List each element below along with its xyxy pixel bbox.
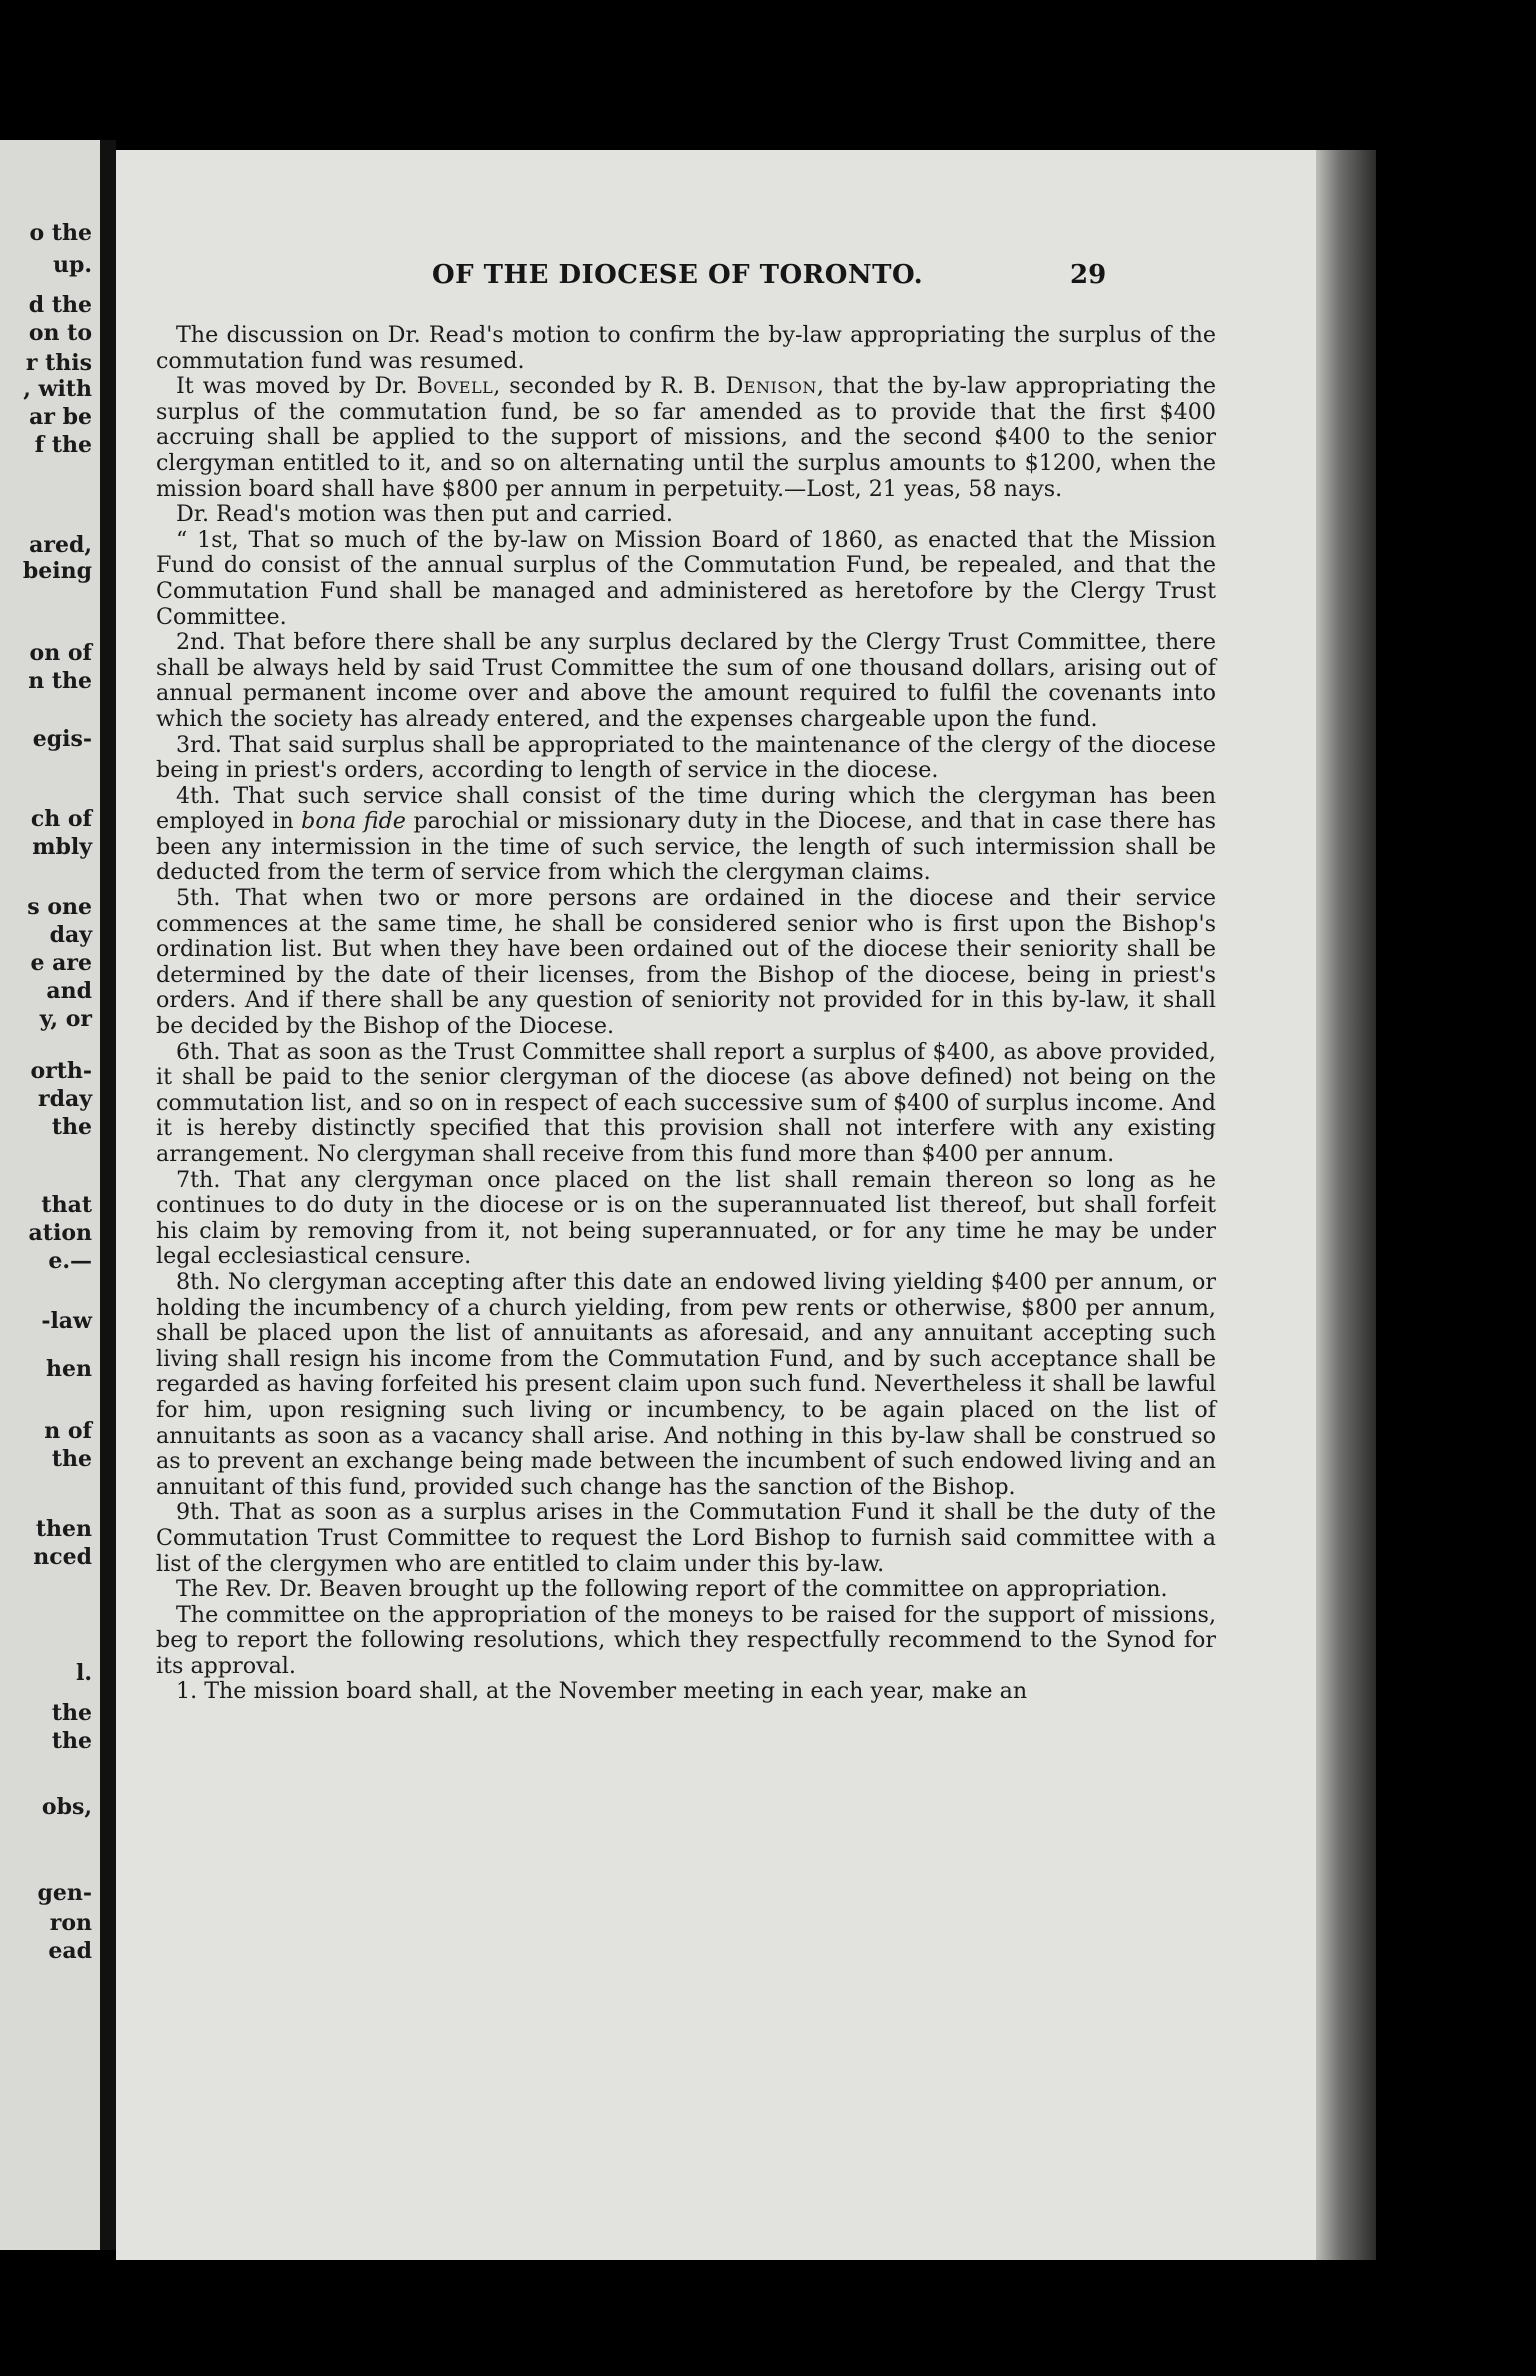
adjacent-page-fragment: ation [28,1220,92,1246]
body-paragraph [156,1168,1216,1270]
paragraph-segment: 8th. No clergyman accepting after this date an endowed living yielding $400 per annum, or holding the incumbency of a church yielding, from pew rents or otherwise, $800 per annum, shall be placed upon the list of annuitants as aforesaid, and any annuitant accepting such living shall resign his income from the Commutation Fund, and by such acceptance shall be regarded as having forfeited his present claim upon such fund. Nevertheless it shall be lawful for him, upon resigning such living or incumbency, to be again placed on the list of annuitants as soon as a vacancy shall arise. And nothing in this by-law shall be construed so as to prevent an exchange being made between the incumbent of such endowed living and an annuitant of this fund, provided such change has the sanction of the Bishop. [156,1268,1216,1500]
adjacent-page-fragment: ron [49,1910,92,1936]
paragraph-segment: 3rd. That said surplus shall be appropriated to the maintenance of the clergy of the diocese being in priest's orders, according to length of service in the diocese. [156,731,1216,784]
body-paragraph [156,733,1216,784]
adjacent-page-fragment: the [51,1728,92,1754]
adjacent-page-fragment: e are [30,950,92,976]
adjacent-page-fragment: mbly [32,834,92,860]
paragraph-segment: , seconded by R. B. [493,373,726,400]
adjacent-page-fragment: r this [25,350,92,376]
paragraph-segment: The discussion on Dr. Read's motion to confirm the by-law appropriating the surplus of the commutation fund was resumed. [156,322,1216,374]
adjacent-page-fragment: ar be [29,404,92,430]
paragraph-segment: 4th. That such service shall consist of the time during which the clergyman has been employed in [156,782,1216,835]
adjacent-page-fragment: orth- [30,1058,92,1084]
paragraph-segment: , that the by-law appropriating the surplus of the commutation fund, be so far amended as to provide that the first $400 accruing shall be applied to the support of missions, and the second $400 to the senior clergyman entitled to it, and so on alternating until the surplus amounts to $1200, when the mission board shall have $800 per annum in perpetuity.—Lost, 21 yeas, 58 nays. [156,373,1216,502]
body-paragraph [156,1603,1216,1680]
adjacent-page-fragment: hen [46,1356,92,1382]
paragraph-segment: 7th. That any clergyman once placed on the list shall remain thereon so long as he continues to do duty in the diocese or is on the superannuated list thereof, but shall forfeit his claim by removing from it, not being superannuated, or for any time he may be under legal ecclesiastical censure. [156,1166,1216,1270]
adjacent-page-fragment: , with [23,376,92,402]
body-paragraph [156,528,1216,630]
paragraph-segment: 5th. That when two or more persons are ordained in the diocese and their service commences at the same time, he shall be considered senior who is first upon the Bishop's ordination list. But when they have been ordained out of the diocese their seniority shall be determined by the date of their licenses, from the Bishop of the diocese, being in priest's orders. And if there shall be any question of seniority not provided for in this by-law, it shall be decided by the Bishop of the Diocese. [156,885,1216,1040]
adjacent-page-fragment: and [46,978,92,1004]
paragraph-segment: The Rev. Dr. Beaven brought up the following report of the committee on appropriation. [176,1576,1168,1603]
adjacent-page-fragment: on to [28,320,92,346]
adjacent-page-fragment: f the [34,432,92,458]
body-paragraph [156,1270,1216,1500]
adjacent-page-fragment: -law [41,1308,92,1334]
paragraph-segment: It was moved by Dr. [176,373,417,400]
binding-gutter [100,140,116,2250]
paragraph-segment: parochial or missionary duty in the Diocese, and that in case there has been any intermission in the time of such service, the length of such intermission shall be deducted from the term of service from which the clergyman claims. [156,808,1217,886]
paragraph-segment: Dr. Read's motion was then put and carried. [176,501,673,528]
page-body-text [156,323,1216,1705]
book-page [116,150,1316,2260]
adjacent-page-fragment: up. [52,252,92,278]
adjacent-page-fragment: e.— [48,1248,92,1274]
paragraph-segment: 6th. That as soon as the Trust Committee shall report a surplus of $400, as above provided, it shall be paid to the senior clergyman of the diocese (as above defined) not being on the commutation list, and so on in respect of each successive sum of $400 of surplus income. And it is hereby distinctly specified that this provision shall not interfere with any existing arrangement. No clergyman shall receive from this fund more than $400 per annum. [156,1038,1216,1167]
adjacent-page-fragment: n the [28,668,92,694]
adjacent-page-fragment: l. [75,1660,92,1686]
adjacent-page-fragment: the [51,1700,92,1726]
body-paragraph [156,1679,1216,1705]
page-edge-shadow [1316,150,1376,2260]
paragraph-segment: 9th. That as soon as a surplus arises in the Commutation Fund it shall be the duty of the Commutation Trust Committee to request the Lord Bishop to furnish said committee with a list of the clergymen who are entitled to claim under this by-law. [156,1499,1216,1577]
paragraph-segment: Bovell [416,373,494,400]
adjacent-page-fragment: ared, [29,532,92,558]
paragraph-segment: “ 1st, That so much of the by-law on Mission Board of 1860, as enacted that the Mission Fund do consist of the annual surplus of the Commutation Fund, be repealed, and that the Commutation Fund shall be managed and administered as heretofore by the Clergy Trust Committee. [156,526,1216,630]
adjacent-page-fragment: o the [29,220,92,246]
body-paragraph [156,1500,1216,1577]
adjacent-page-fragment: n of [44,1418,92,1444]
body-paragraph [156,1577,1216,1603]
adjacent-page-fragment: the [51,1114,92,1140]
paragraph-segment: Denison [725,373,817,400]
adjacent-page-fragment: on of [29,640,92,666]
body-paragraph [156,323,1216,374]
adjacent-page-fragment: s one [27,894,92,920]
adjacent-page-fragment: nced [33,1544,92,1570]
body-paragraph [156,1040,1216,1168]
adjacent-page-fragment: that [41,1192,92,1218]
adjacent-page-fragment: gen- [37,1880,92,1906]
paragraph-segment: The committee on the appropriation of the moneys to be raised for the support of missions, beg to report the following resolutions, which they respectfully recommend to the Synod for its approval. [156,1601,1216,1679]
body-paragraph [156,784,1216,886]
running-title: OF THE DIOCESE OF TORONTO. [432,260,924,290]
body-paragraph [156,630,1216,732]
adjacent-page-fragment: ch of [30,806,92,832]
adjacent-page-fragment: then [35,1516,92,1542]
body-paragraph [156,374,1216,502]
paragraph-segment: bona fide [301,808,406,835]
body-paragraph [156,502,1216,528]
adjacent-page-fragment: obs, [41,1794,92,1820]
paragraph-segment: 2nd. That before there shall be any surplus declared by the Clergy Trust Committee, there shall be always held by said Trust Committee the sum of one thousand dollars, arising out of annual permanent income over and above the amount required to fulfil the covenants into which the society has already entered, and the expenses chargeable upon the fund. [156,629,1216,732]
adjacent-page-fragment: being [22,558,92,584]
adjacent-page-strip [0,140,100,2250]
adjacent-page-fragment: egis- [32,726,92,752]
page-number: 29 [1070,260,1107,290]
adjacent-page-fragment: day [49,922,92,948]
paragraph-segment: 1. The mission board shall, at the November meeting in each year, make an [176,1678,1028,1705]
adjacent-page-fragment: d the [28,292,92,318]
adjacent-page-fragment: y, or [39,1006,92,1032]
body-paragraph [156,886,1216,1040]
adjacent-page-fragment: rday [37,1086,92,1112]
adjacent-page-fragment: ead [48,1938,92,1964]
adjacent-page-fragment: the [51,1446,92,1472]
